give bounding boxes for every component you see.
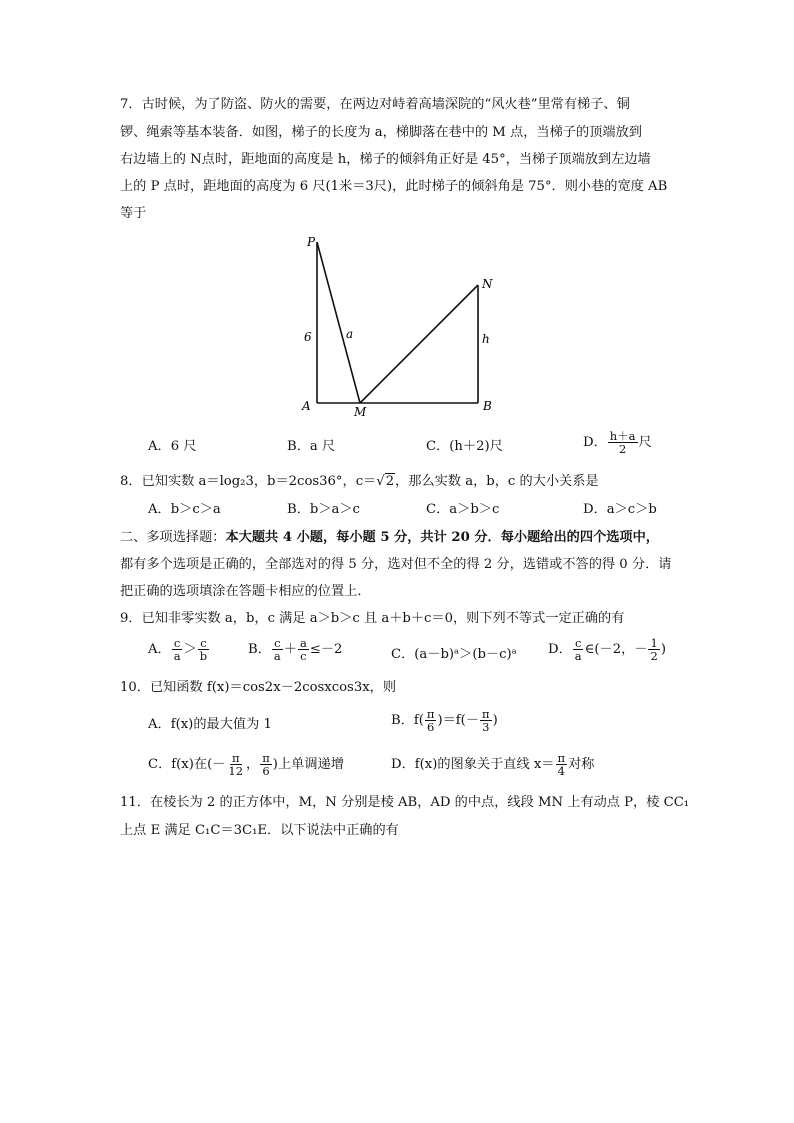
- label-m: M: [354, 405, 367, 419]
- q8-stem: [120, 473, 599, 491]
- q7-option-d-label: D．: [583, 435, 607, 450]
- q8-stem-head: 8．已知实数 a＝log₂3，b＝2cos36°，c＝: [120, 474, 377, 489]
- q10-b-num-2: π: [482, 707, 490, 721]
- q8-option-c: C．a＞b＞c: [426, 502, 500, 517]
- q10-option-a: A．f(x)的最大值为 1: [148, 717, 272, 732]
- q8-option-a: A．b＞c＞a: [148, 502, 221, 517]
- q10-d-frac: [556, 752, 568, 777]
- section2-title: 二、多项选择题：: [120, 530, 226, 545]
- q9-a-label: A．: [148, 642, 171, 657]
- section2-instructions: 本大题共 4 小题，每小题 5 分，共计 20 分．每小题给出的四个选项中，: [225, 530, 659, 545]
- q10-stem: 10．已知函数 f(x)＝cos2x－2cosxcos3x，则: [120, 680, 397, 695]
- q9-b-frac-1: [272, 637, 283, 662]
- q10-option-d: [391, 752, 594, 777]
- label-n: N: [482, 277, 493, 291]
- q9-d-tail: ∈(－2，－: [584, 642, 648, 657]
- label-h: h: [482, 332, 490, 346]
- q7-d-numerator: h＋a: [609, 429, 636, 443]
- q10-option-b: [391, 708, 498, 733]
- q9-a-num-2: c: [200, 636, 207, 650]
- q8-sqrt-value: 2: [385, 474, 395, 489]
- q7-option-b: B．a 尺: [287, 439, 336, 454]
- section2-line-3: 把正确的选项填涂在答题卡相应的位置上．: [120, 584, 371, 599]
- q10-d-den: 4: [557, 764, 565, 778]
- q11-line-2: 上点 E 满足 C₁C＝3C₁E．以下说法中正确的有: [120, 823, 399, 838]
- q10-c-tail: )上单调递增: [272, 757, 344, 772]
- label-p: P: [307, 235, 316, 249]
- q8-sqrt-symbol: √: [376, 474, 385, 489]
- ladder-right: [360, 285, 478, 403]
- q9-option-b: [248, 637, 342, 662]
- q10-b-den-1: 6: [427, 720, 435, 734]
- q7-option-d-fraction: [608, 430, 638, 455]
- q7-line-1: 7．古时候，为了防盗、防火的需要，在两边对峙着高墙深院的“风火巷”里常有梯子、铜: [120, 97, 630, 112]
- label-a-length: a: [346, 327, 354, 341]
- q10-b-frac-1: [425, 708, 437, 733]
- q10-d-num: π: [557, 751, 566, 765]
- q9-d-num-2: 1: [650, 636, 658, 650]
- q9-b-label: B．: [248, 642, 271, 657]
- q9-b-den-1: a: [273, 649, 281, 663]
- ladder-left: [317, 242, 360, 403]
- q9-d-label: D．: [548, 642, 572, 657]
- q11-line-1: 11．在棱长为 2 的正方体中，M，N 分别是棱 AB，AD 的中点，线段 MN 上有动点 P，棱 CC₁: [120, 795, 690, 810]
- q9-a-gt: ＞: [183, 642, 197, 657]
- section2-line-1: [120, 529, 659, 547]
- q7-line-5: 等于: [120, 206, 147, 221]
- q9-a-den-1: a: [173, 649, 181, 663]
- q10-c-label: C．f(x)在(－: [148, 757, 226, 772]
- q10-b-label: B．f(: [391, 713, 424, 728]
- q8-stem-tail: ，那么实数 a，b，c 的大小关系是: [395, 474, 599, 489]
- q9-a-num-1: c: [173, 636, 181, 650]
- q10-c-num-1: π: [231, 751, 240, 765]
- q7-option-c: C．(h＋2)尺: [426, 439, 503, 454]
- q9-d-den: a: [574, 649, 582, 663]
- q9-d-num: c: [574, 636, 582, 650]
- q10-b-frac-2: [480, 708, 492, 733]
- q9-option-a: [148, 637, 210, 662]
- ladder-figure: [290, 230, 510, 430]
- q7-line-3: 右边墙上的 N点时，距地面的高度是 h，梯子的倾斜角正好是 45°，当梯子顶端放到左边墙: [120, 152, 651, 167]
- q7-option-a: A．6 尺: [148, 439, 197, 454]
- q10-b-mid: )＝f(－: [437, 713, 480, 728]
- q10-c-den-2: 6: [262, 764, 270, 778]
- q7-line-2: 锣、绳索等基本装备．如图，梯子的长度为 a，梯脚落在巷中的 M 点，当梯子的顶端放到: [120, 125, 642, 140]
- q10-option-c: [148, 752, 344, 777]
- q9-option-d: [548, 637, 666, 662]
- q9-a-frac-2: [198, 637, 209, 662]
- q9-b-tail: ≤－2: [309, 642, 343, 657]
- q7-option-d: [583, 430, 652, 455]
- section2-line-2: 都有多个选项是正确的，全部选对的得 5 分，选对但不全的得 2 分，选错或不答的得 0 分．请: [120, 557, 672, 572]
- q9-b-num-1: c: [274, 636, 281, 650]
- q8-option-d: D．a＞c＞b: [583, 502, 657, 517]
- q9-b-frac-2: [298, 637, 309, 662]
- q10-c-comma: ，: [246, 757, 260, 772]
- q10-d-label: D．f(x)的图象关于直线 x＝: [391, 757, 555, 772]
- q7-d-denominator: 2: [618, 442, 627, 456]
- q9-b-plus: ＋: [283, 642, 297, 657]
- label-b: B: [483, 399, 492, 413]
- q8-option-b: B．b＞a＞c: [287, 502, 360, 517]
- q10-b-den-2: 3: [482, 720, 490, 734]
- q9-b-num-2: a: [299, 636, 307, 650]
- q7-line-4: 上的 P 点时，距地面的高度为 6 尺(1米＝3尺)，此时梯子的倾斜角是 75°．则小巷的宽度 AB: [120, 179, 668, 194]
- q10-d-tail: 对称: [568, 757, 595, 772]
- q9-d-end: ): [660, 642, 666, 657]
- q9-a-den-2: b: [199, 649, 208, 663]
- q10-c-num-2: π: [262, 751, 270, 765]
- q9-option-c: C．(a－b)ᵃ＞(b－c)ᵃ: [391, 647, 517, 662]
- q10-b-end: ): [492, 713, 498, 728]
- label-a-point: A: [302, 399, 311, 413]
- q9-b-den-2: c: [300, 649, 307, 663]
- q9-stem: 9．已知非零实数 a，b，c 满足 a＞b＞c 且 a＋b＋c＝0，则下列不等式一定正确的有: [120, 611, 625, 626]
- q9-d-frac-2: [648, 637, 659, 662]
- q10-b-num-1: π: [426, 707, 435, 721]
- q10-c-frac-1: [226, 752, 245, 777]
- label-6: 6: [304, 330, 312, 344]
- q10-c-den-1: 12: [228, 764, 244, 778]
- q9-d-frac: [573, 637, 584, 662]
- q9-a-frac-1: [172, 637, 183, 662]
- q7-option-d-unit: 尺: [638, 435, 652, 450]
- q9-d-den-2: 2: [650, 649, 658, 663]
- q10-c-frac-2: [260, 752, 272, 777]
